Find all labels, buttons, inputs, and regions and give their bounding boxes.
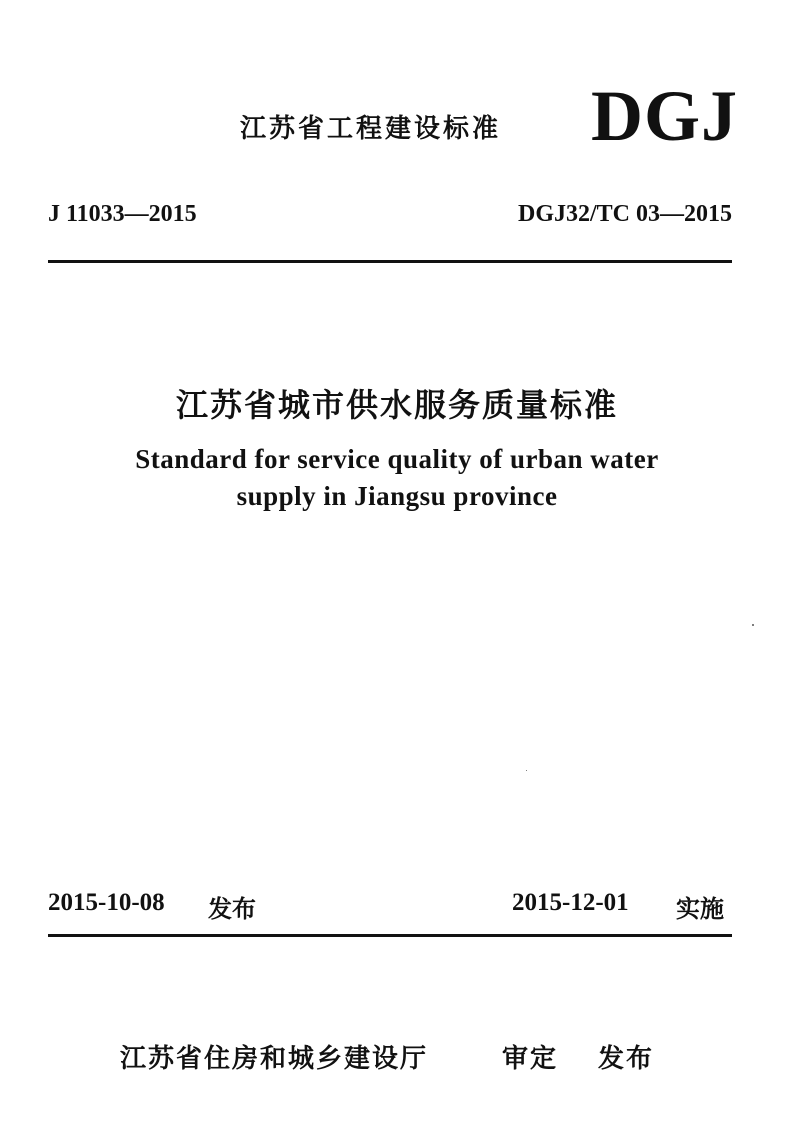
approve-label: 审定 bbox=[502, 1044, 559, 1074]
scan-speck bbox=[752, 624, 754, 626]
issue-date: 2015-10-08 bbox=[48, 889, 165, 916]
bottom-divider bbox=[48, 934, 732, 937]
standard-series-name: 江苏省工程建设标准 bbox=[240, 114, 502, 144]
scan-speck bbox=[526, 770, 527, 771]
document-title-english-line1: Standard for service quality of urban water bbox=[135, 444, 659, 474]
effective-date: 2015-12-01 bbox=[512, 889, 629, 916]
publish-label: 发布 bbox=[598, 1044, 655, 1074]
top-divider bbox=[48, 260, 732, 263]
effective-label: 实施 bbox=[676, 895, 724, 923]
standard-series-code: DGJ bbox=[591, 76, 738, 156]
document-title-english-line2: supply in Jiangsu province bbox=[236, 481, 558, 511]
document-title-chinese: 江苏省城市供水服务质量标准 bbox=[175, 386, 618, 424]
record-number: J 11033—2015 bbox=[48, 201, 197, 227]
standard-number: DGJ32/TC 03—2015 bbox=[517, 201, 732, 227]
publisher-name: 江苏省住房和城乡建设厅 bbox=[120, 1044, 429, 1074]
issue-label: 发布 bbox=[208, 895, 256, 923]
